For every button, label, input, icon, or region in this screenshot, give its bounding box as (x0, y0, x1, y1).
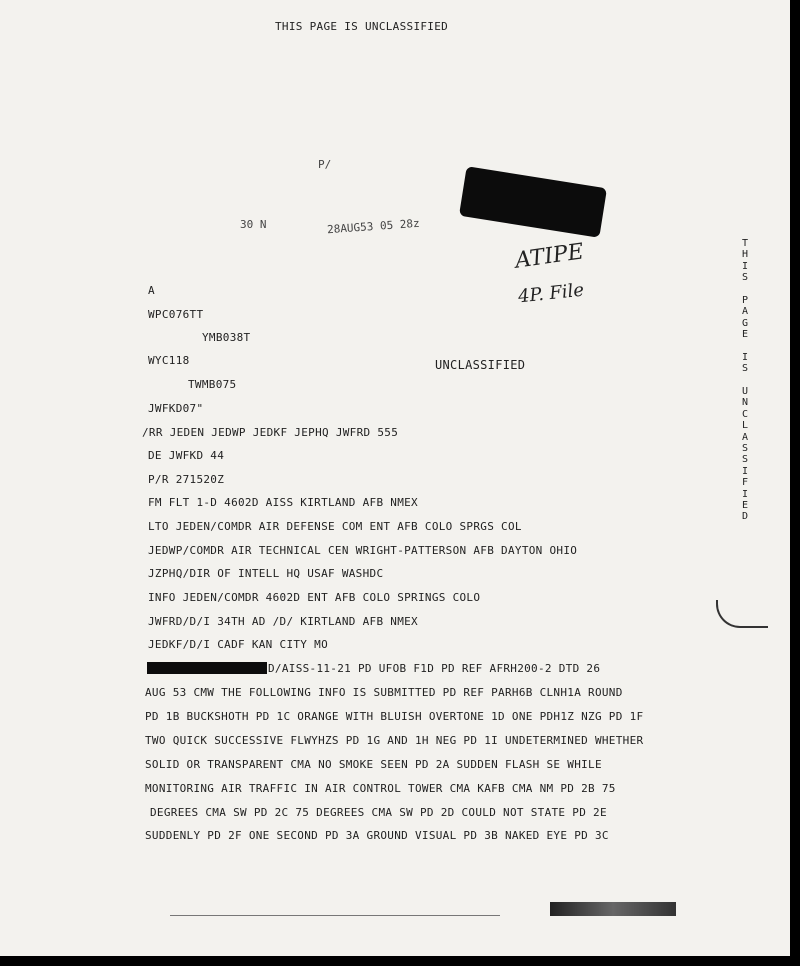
side-letter: C (741, 408, 749, 420)
redaction-block (147, 662, 267, 674)
message-line: JEDWP/COMDR AIR TECHNICAL CEN WRIGHT-PATTERSON AFB DAYTON OHIO (148, 544, 578, 557)
message-line: MONITORING AIR TRAFFIC IN AIR CONTROL TOWER CMA KAFB CMA NM PD 2B 75 (145, 782, 616, 795)
page-header: THIS PAGE IS UNCLASSIFIED (275, 20, 449, 33)
side-letter: U (741, 386, 749, 398)
date-time-stamp: 28AUG53 05 28z (326, 216, 421, 237)
message-line: JZPHQ/DIR OF INTELL HQ USAF WASHDC (148, 567, 384, 580)
footer-scan-mark (550, 902, 676, 916)
side-letter: A (741, 306, 749, 318)
routing-stamp: 30 N (240, 218, 267, 231)
message-line: SOLID OR TRANSPARENT CMA NO SMOKE SEEN PD 2A SUDDEN FLASH SE WHILE (145, 758, 602, 771)
redaction-block (459, 166, 607, 238)
message-line: YMB038T (202, 331, 251, 344)
side-letter: I (741, 488, 749, 500)
side-letter (738, 341, 752, 352)
side-letter: E (741, 329, 749, 341)
side-letter: G (741, 317, 749, 329)
scan-border (0, 956, 800, 966)
side-letter: I (741, 260, 749, 272)
message-line: SUDDENLY PD 2F ONE SECOND PD 3A GROUND VISUAL PD 3B NAKED EYE PD 3C (145, 829, 609, 842)
side-letter: F (741, 477, 749, 489)
message-line: D/AISS-11-21 PD UFOB F1D PD REF AFRH200-2 DTD 26 (268, 662, 601, 675)
message-line: TWO QUICK SUCCESSIVE FLWYHZS PD 1G AND 1H NEG PD 1I UNDETERMINED WHETHER (145, 734, 644, 747)
scan-border (790, 0, 800, 966)
side-letter: D (741, 511, 749, 523)
side-letter: S (741, 363, 749, 375)
footer-rule (170, 915, 500, 916)
side-letter: S (741, 443, 749, 455)
message-line: /RR JEDEN JEDWP JEDKF JEPHQ JWFRD 555 (142, 426, 399, 439)
side-letter: S (741, 272, 749, 284)
side-letter: L (741, 420, 749, 432)
handwritten-note: 4P. File (517, 279, 585, 308)
message-line: JWFRD/D/I 34TH AD /D/ KIRTLAND AFB NMEX (148, 615, 418, 628)
side-letter: H (741, 249, 749, 261)
side-letter (738, 284, 752, 295)
message-line: LTO JEDEN/COMDR AIR DEFENSE COM ENT AFB COLO SPRGS COL (148, 520, 522, 533)
side-classification-text (738, 238, 752, 523)
message-line: FM FLT 1-D 4602D AISS KIRTLAND AFB NMEX (148, 496, 418, 509)
side-letter: I (741, 351, 749, 363)
handwritten-note: ATIPE (513, 239, 586, 274)
side-letter: T (741, 238, 749, 249)
message-line: A (148, 284, 155, 297)
side-letter: I (741, 465, 749, 477)
message-line: JWFKD07" (148, 402, 204, 415)
side-letter (738, 375, 752, 386)
message-line: DE JWFKD 44 (148, 449, 225, 462)
side-letter: P (741, 294, 749, 306)
side-letter: A (741, 431, 749, 443)
message-line: WYC118 (148, 354, 190, 367)
message-line: JEDKF/D/I CADF KAN CITY MO (148, 638, 328, 651)
side-bracket (716, 600, 768, 628)
message-line: TWMB075 (188, 378, 237, 391)
side-letter: N (741, 397, 749, 409)
message-line: P/R 271520Z (148, 473, 225, 486)
side-letter: E (741, 499, 749, 511)
page-mark: P/ (318, 158, 332, 171)
message-line: INFO JEDEN/COMDR 4602D ENT AFB COLO SPRINGS COLO (148, 591, 481, 604)
side-letter: S (741, 454, 749, 466)
classification-stamp: UNCLASSIFIED (435, 358, 526, 372)
message-line: AUG 53 CMW THE FOLLOWING INFO IS SUBMITTED PD REF PARH6B CLNH1A ROUND (145, 686, 623, 699)
message-line: PD 1B BUCKSHOTH PD 1C ORANGE WITH BLUISH OVERTONE 1D ONE PDH1Z NZG PD 1F (145, 710, 644, 723)
message-line: DEGREES CMA SW PD 2C 75 DEGREES CMA SW PD 2D COULD NOT STATE PD 2E (150, 806, 607, 819)
message-line: WPC076TT (148, 308, 204, 321)
